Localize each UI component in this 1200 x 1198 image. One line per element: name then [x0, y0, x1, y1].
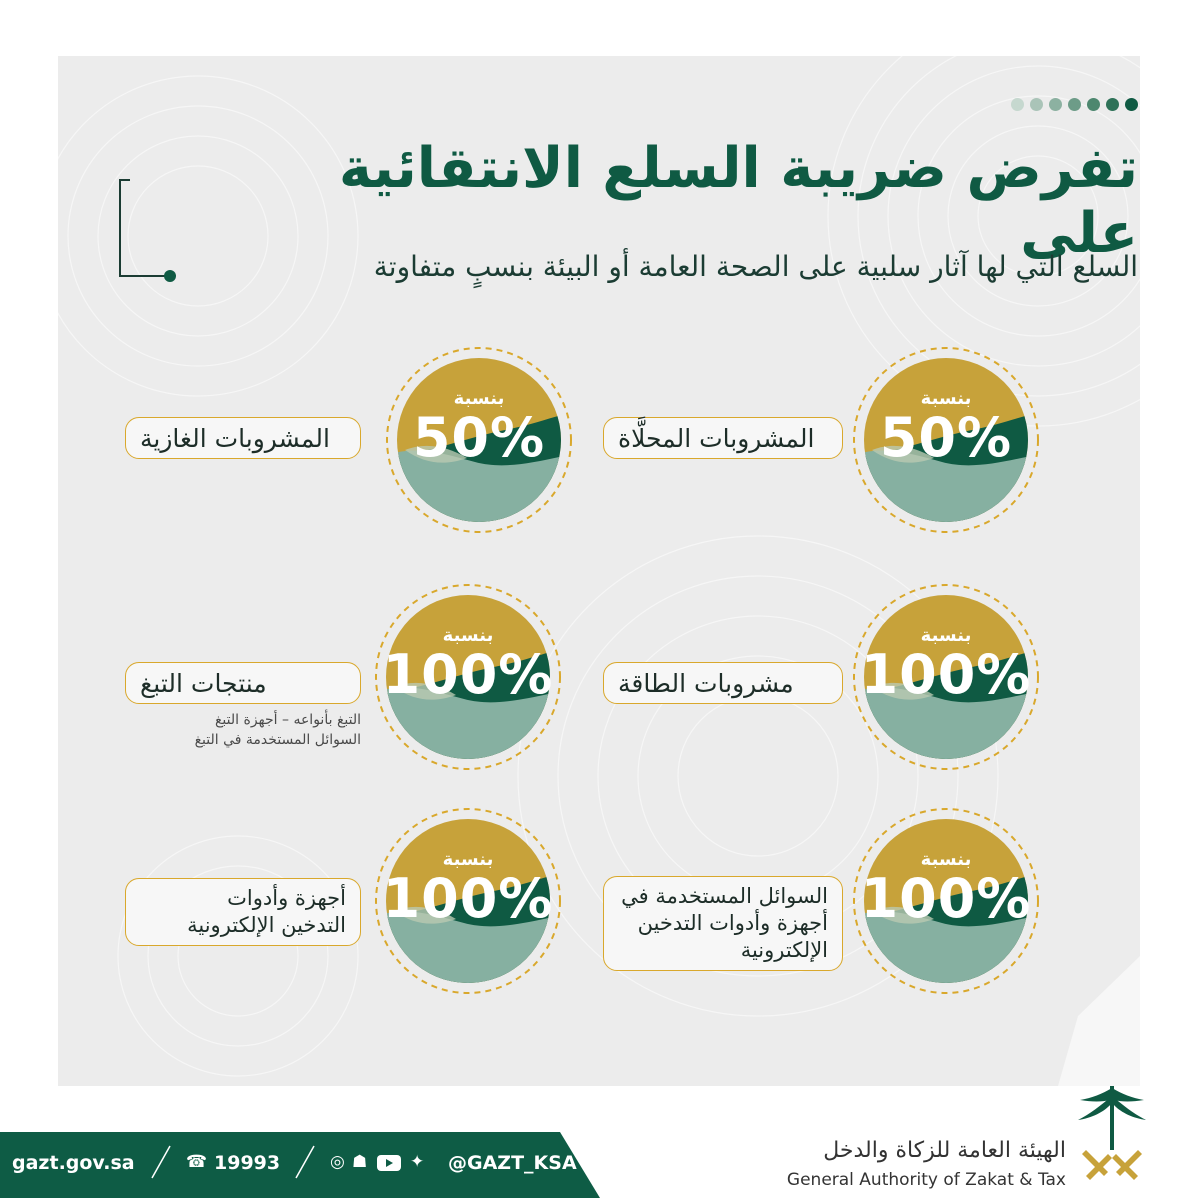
gazt-logo	[1074, 1080, 1150, 1192]
item-label-tobacco-products: منتجات التبغ	[125, 662, 361, 704]
phone-icon: ☎	[186, 1152, 208, 1172]
twitter-icon[interactable]: ✦	[410, 1152, 425, 1172]
note-line: التبغ بأنواعه – أجهزة التبغ	[214, 712, 361, 728]
page-subtitle: السلع التي لها آثار سلبية على الصحة العامة أو البيئة بنسبٍ متفاوتة	[373, 250, 1138, 283]
rate-badge	[374, 583, 562, 771]
rate-percent: 50%	[879, 406, 1013, 469]
item-label-soft-drinks: المشروبات الغازية	[125, 417, 361, 459]
divider-slash	[290, 1142, 320, 1182]
phone-number[interactable]: 19993	[214, 1152, 281, 1174]
rate-badge	[852, 346, 1040, 534]
org-name-english: General Authority of Zakat & Tax	[786, 1170, 1066, 1190]
instagram-icon[interactable]: ◎	[330, 1152, 345, 1172]
item-label-e-liquids	[603, 876, 843, 971]
dot	[1049, 98, 1062, 111]
item-label-sweetened-drinks: المشروبات المحلَّاة	[603, 417, 843, 459]
tobacco-note	[125, 710, 361, 750]
rate-percent: 100%	[860, 643, 1032, 706]
rate-label: بنسبة	[453, 388, 505, 409]
rate-percent: 50%	[412, 406, 546, 469]
rate-percent: 100%	[860, 867, 1032, 930]
label-line: الإلكترونية	[740, 938, 828, 962]
rate-badge	[852, 807, 1040, 995]
note-line: السوائل المستخدمة في التبغ	[194, 732, 361, 748]
dot	[1125, 98, 1138, 111]
title-dots	[1011, 98, 1138, 111]
dot	[1106, 98, 1119, 111]
rate-badge	[852, 583, 1040, 771]
dot	[1011, 98, 1024, 111]
rate-percent: 100%	[382, 643, 554, 706]
label-line: التدخين الإلكترونية	[187, 913, 346, 937]
org-name-arabic: الهيئة العامة للزكاة والدخل	[823, 1138, 1066, 1163]
snapchat-icon[interactable]: ☗	[352, 1152, 368, 1172]
rate-badge	[385, 346, 573, 534]
rate-label: بنسبة	[920, 849, 972, 870]
rate-label: بنسبة	[920, 625, 972, 646]
rate-badge	[374, 807, 562, 995]
item-label-e-smoking-devices	[125, 878, 361, 946]
label-line: أجهزة وأدوات التدخين	[637, 911, 828, 935]
label-line: السوائل المستخدمة في	[621, 884, 828, 908]
rate-label: بنسبة	[920, 388, 972, 409]
divider-slash	[146, 1142, 176, 1182]
page-title: تفرض ضريبة السلع الانتقائية على	[338, 136, 1138, 266]
rate-percent: 100%	[382, 867, 554, 930]
dot	[1087, 98, 1100, 111]
website-link[interactable]: gazt.gov.sa	[12, 1152, 135, 1174]
rate-label: بنسبة	[442, 625, 494, 646]
social-handle[interactable]: @GAZT_KSA	[448, 1152, 577, 1174]
dot	[1068, 98, 1081, 111]
dot	[1030, 98, 1043, 111]
rate-label: بنسبة	[442, 849, 494, 870]
youtube-icon[interactable]	[376, 1154, 402, 1172]
title-bracket	[118, 178, 188, 288]
item-label-energy-drinks: مشروبات الطاقة	[603, 662, 843, 704]
label-line: أجهزة وأدوات	[227, 886, 346, 910]
